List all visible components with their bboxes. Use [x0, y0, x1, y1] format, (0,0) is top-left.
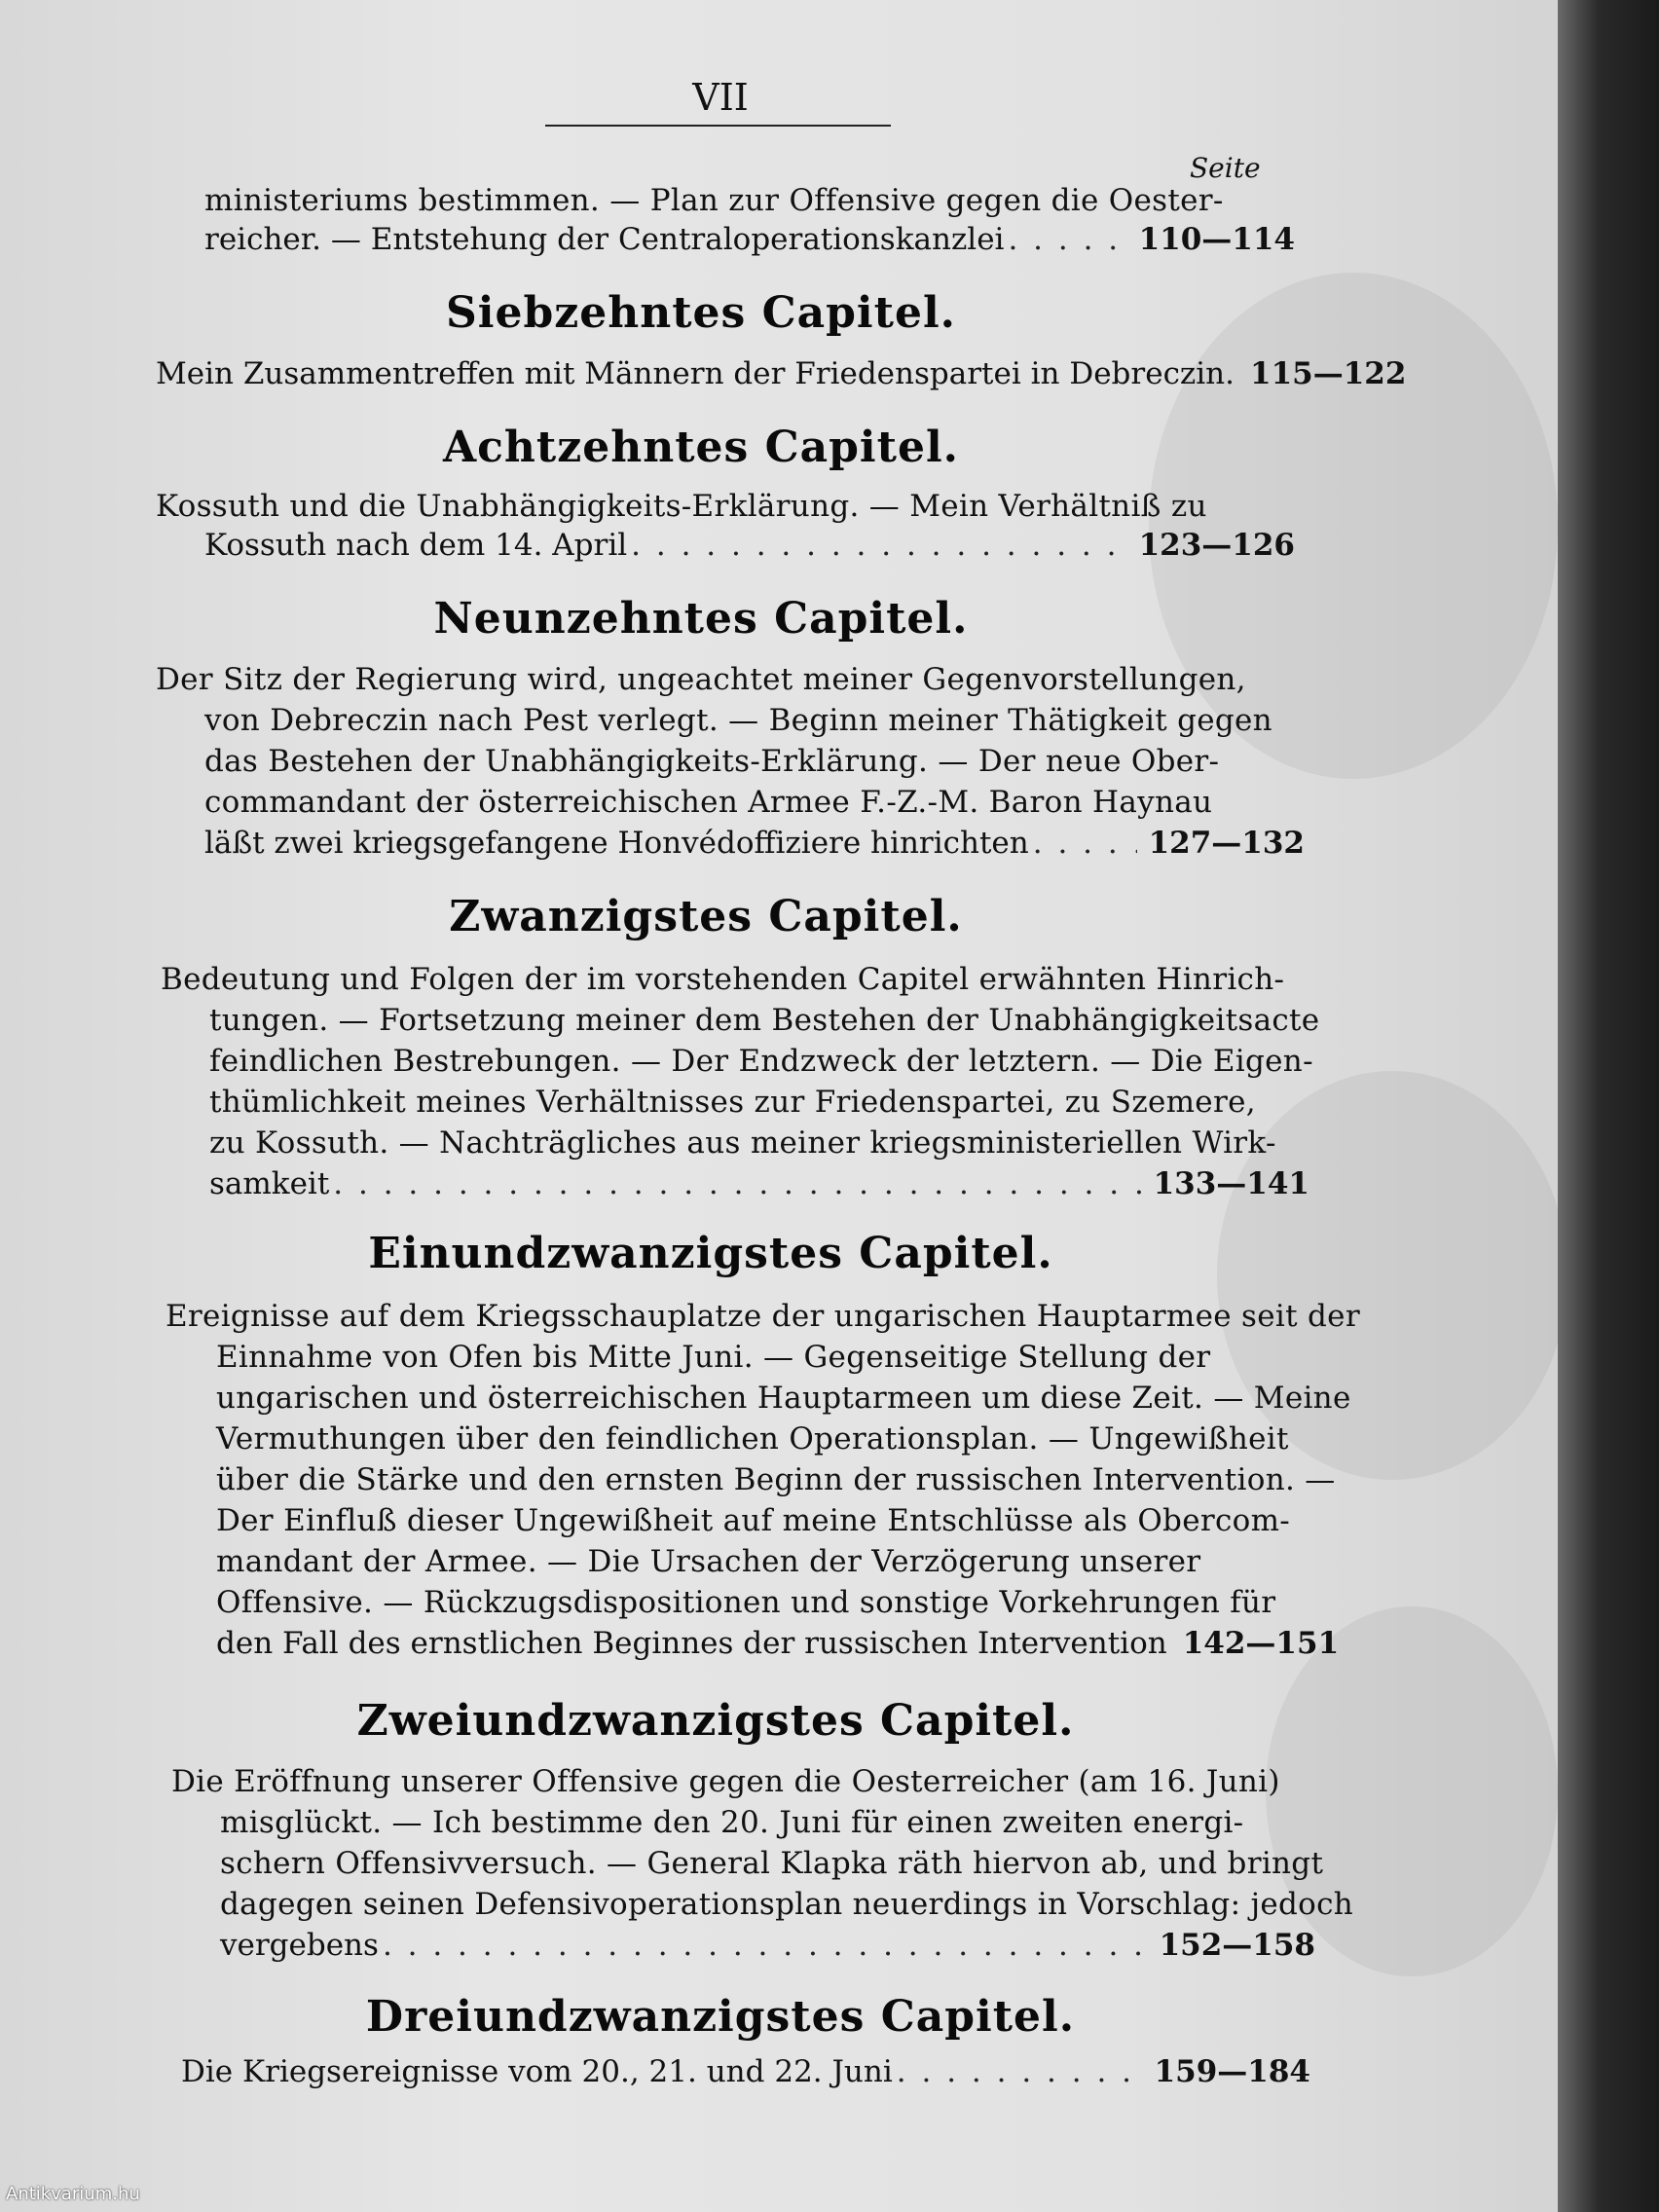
watermark-text: Antikvarium.hu: [6, 2184, 140, 2204]
leader-dots: [333, 1166, 1141, 1201]
toc-line: Der Sitz der Regierung wird, ungeachtet meiner Gegenvorstellungen,: [156, 662, 1246, 697]
toc-line: Ereignisse auf dem Kriegsschauplatze der ungarischen Hauptarmee seit der: [166, 1299, 1360, 1334]
toc-line: ungarischen und österreichischen Hauptarmeen um diese Zeit. — Meine: [216, 1381, 1351, 1416]
chapter-heading: Zweiundzwanzigstes Capitel.: [356, 1696, 1075, 1746]
header-rule: [545, 125, 891, 127]
toc-entry-last-line: [156, 356, 1407, 391]
toc-line: Offensive. — Rückzugsdispositionen und sonstige Vorkehrungen für: [216, 1585, 1276, 1620]
chapter-heading: Neunzehntes Capitel.: [433, 594, 969, 644]
page-range: 133—141: [1153, 1166, 1309, 1201]
seite-label: Seite: [1190, 152, 1261, 184]
toc-line: Die Kriegsereignisse vom 20., 21. und 22. Juni: [181, 2054, 893, 2089]
toc-line: Kossuth nach dem 14. April: [204, 528, 628, 563]
toc-line: Kossuth und die Unabhängigkeits-Erklärung. — Mein Verhältniß zu: [156, 489, 1207, 524]
toc-entry-last-line: [216, 1626, 1340, 1661]
toc-line: Einnahme von Ofen bis Mitte Juni. — Gegenseitige Stellung der: [216, 1340, 1211, 1375]
chapter-heading: Achtzehntes Capitel.: [443, 423, 959, 472]
toc-line: vergebens: [220, 1928, 379, 1963]
toc-line: misglückt. — Ich bestimme den 20. Juni für einen zweiten energi-: [220, 1805, 1244, 1840]
toc-line: reicher. — Entstehung der Centraloperationskanzlei: [204, 222, 1005, 257]
toc-line: mandant der Armee. — Die Ursachen der Verzögerung unserer: [216, 1544, 1201, 1579]
page-range: 127—132: [1148, 826, 1305, 861]
leader-dots: [1008, 222, 1126, 257]
toc-line: feindlichen Bestrebungen. — Der Endzweck der letztern. — Die Eigen-: [209, 1044, 1313, 1079]
toc-line: dagegen seinen Defensivoperationsplan neuerdings in Vorschlag: jedoch: [220, 1887, 1354, 1922]
page-range: 159—184: [1154, 2054, 1310, 2089]
toc-entry-last-line: [204, 222, 1295, 257]
leader-dots: [631, 528, 1126, 563]
leader-dots: [383, 1928, 1148, 1963]
toc-line: den Fall des ernstlichen Beginnes der russischen Intervention: [216, 1626, 1167, 1661]
toc-line: zu Kossuth. — Nachträgliches aus meiner kriegsministeriellen Wirk-: [209, 1125, 1276, 1161]
toc-entry-last-line: [204, 528, 1295, 563]
toc-line: das Bestehen der Unabhängigkeits-Erklärung. — Der neue Ober-: [204, 744, 1220, 779]
toc-line: Bedeutung und Folgen der im vorstehenden Capitel erwähnten Hinrich-: [161, 962, 1285, 997]
toc-entry-last-line: [204, 826, 1305, 861]
chapter-heading: Dreiundzwanzigstes Capitel.: [365, 1992, 1076, 2042]
leader-dots: [897, 2054, 1143, 2089]
book-spine: [1558, 0, 1659, 2212]
page-range: 115—122: [1250, 356, 1407, 391]
toc-line: schern Offensivversuch. — General Klapka räth hiervon ab, und bringt: [220, 1846, 1324, 1881]
chapter-heading: Einundzwanzigstes Capitel.: [368, 1229, 1053, 1278]
toc-line: von Debreczin nach Pest verlegt. — Beginn meiner Thätigkeit gegen: [204, 703, 1272, 738]
toc-line: Die Eröffnung unserer Offensive gegen die Oesterreicher (am 16. Juni): [171, 1764, 1280, 1799]
toc-entry-last-line: [220, 1928, 1315, 1963]
toc-entry-last-line: [209, 1166, 1309, 1201]
toc-line: ministeriums bestimmen. — Plan zur Offensive gegen die Oester-: [204, 183, 1224, 218]
leader-dots: [1033, 826, 1137, 861]
toc-line: Der Einfluß dieser Ungewißheit auf meine Entschlüsse als Obercom-: [216, 1503, 1291, 1538]
page-range: 152—158: [1159, 1928, 1315, 1963]
toc-line: samkeit: [209, 1166, 330, 1201]
toc-line: tungen. — Fortsetzung meiner dem Bestehen der Unabhängigkeitsacte: [209, 1003, 1320, 1038]
toc-line: thümlichkeit meines Verhältnisses zur Friedenspartei, zu Szemere,: [209, 1085, 1256, 1120]
toc-line: läßt zwei kriegsgefangene Honvédoffiziere hinrichten: [204, 826, 1029, 861]
toc-line: über die Stärke und den ernsten Beginn der russischen Intervention. —: [216, 1462, 1336, 1497]
chapter-heading: Siebzehntes Capitel.: [446, 288, 956, 338]
page-range: 123—126: [1138, 528, 1295, 563]
toc-entry-last-line: [181, 2054, 1310, 2089]
toc-line: Mein Zusammentreffen mit Männern der Friedenspartei in Debreczin.: [156, 356, 1235, 391]
page-range: 110—114: [1138, 222, 1295, 257]
page-range: 142—151: [1182, 1626, 1340, 1661]
toc-line: commandant der österreichischen Armee F.-Z.-M. Baron Haynau: [204, 785, 1213, 820]
page-number: VII: [692, 76, 749, 119]
chapter-heading: Zwanzigstes Capitel.: [449, 892, 963, 941]
toc-line: Vermuthungen über den feindlichen Operationsplan. — Ungewißheit: [216, 1421, 1289, 1456]
